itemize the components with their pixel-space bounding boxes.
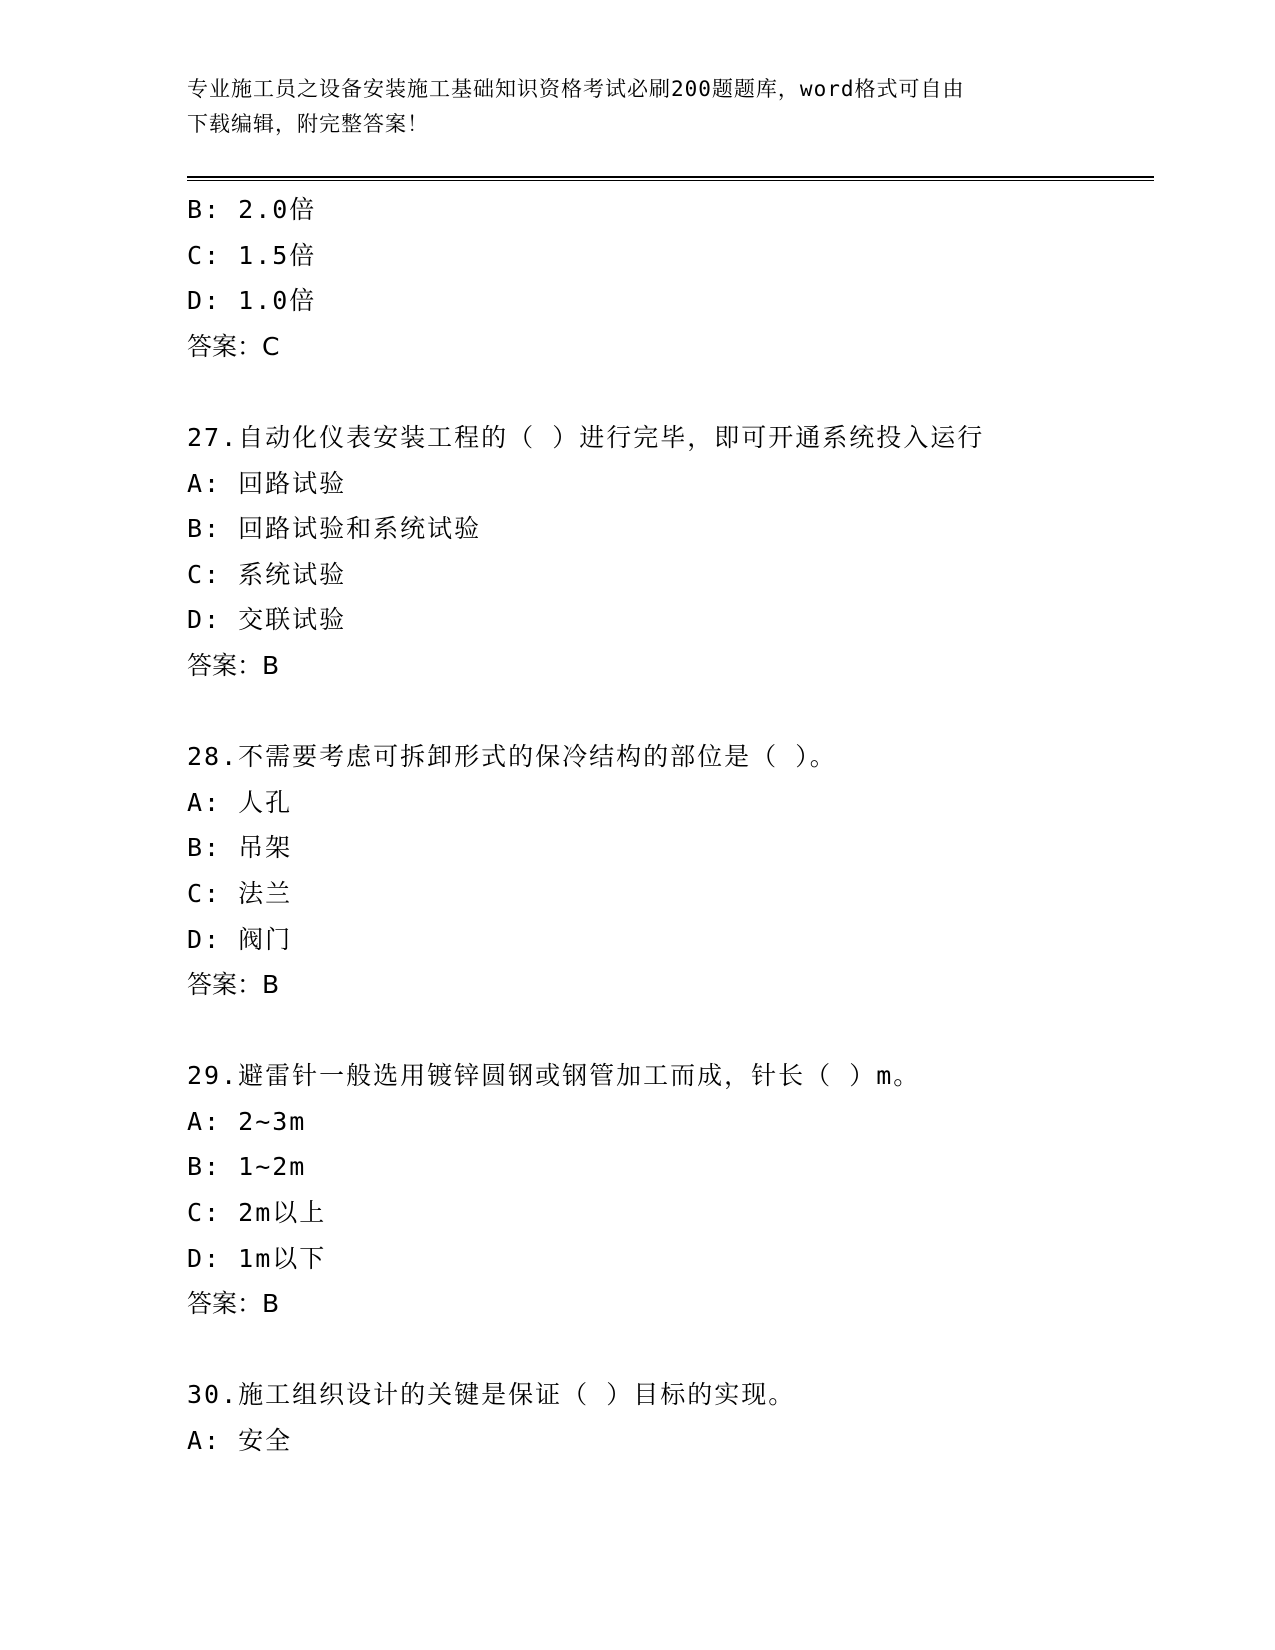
question-26 [187, 187, 1154, 369]
question-text: 30.施工组织设计的关键是保证（ ）目标的实现。 [187, 1380, 796, 1410]
option-d: D: 1.0倍 [187, 286, 317, 316]
option-d: D: 交联试验 [187, 605, 347, 635]
header-title-line-2: 下载编辑，附完整答案！ [187, 112, 429, 136]
question-text: 28.不需要考虑可拆卸形式的保冷结构的部位是（ ）。 [187, 742, 837, 772]
document-header [187, 72, 1067, 142]
answer: 答案：C [187, 331, 280, 361]
option-b: B: 吊架 [187, 833, 293, 863]
option-c: C: 系统试验 [187, 559, 347, 589]
option-c: C: 1.5倍 [187, 240, 317, 270]
answer: 答案：B [187, 970, 280, 1000]
question-text: 27.自动化仪表安装工程的（ ）进行完毕，即可开通系统投入运行 [187, 422, 985, 452]
answer: 答案：B [187, 1289, 280, 1319]
option-a: A: 2~3m [187, 1106, 307, 1136]
header-title-line-1: 专业施工员之设备安装施工基础知识资格考试必刷200题题库，word格式可自由 [187, 77, 965, 101]
question-text: 29.避雷针一般选用镀锌圆钢或钢管加工而成，针长（ ）m。 [187, 1061, 921, 1091]
question-27 [187, 415, 1154, 689]
option-c: C: 2m以上 [187, 1198, 327, 1228]
question-30 [187, 1372, 1154, 1463]
option-c: C: 法兰 [187, 878, 293, 908]
option-b: B: 2.0倍 [187, 195, 317, 224]
spacer [187, 1327, 1154, 1373]
question-28 [187, 734, 1154, 1008]
option-a: A: 人孔 [187, 787, 293, 817]
spacer [187, 1008, 1154, 1054]
answer: 答案：B [187, 650, 280, 680]
question-list [187, 187, 1154, 1464]
spacer [187, 689, 1154, 735]
option-b: B: 1~2m [187, 1152, 307, 1182]
option-d: D: 1m以下 [187, 1243, 327, 1273]
spacer [187, 369, 1154, 415]
header-divider [187, 176, 1154, 181]
option-a: A: 回路试验 [187, 468, 347, 498]
option-d: D: 阀门 [187, 924, 293, 954]
option-a: A: 安全 [187, 1426, 293, 1456]
option-b: B: 回路试验和系统试验 [187, 514, 482, 544]
question-29 [187, 1053, 1154, 1327]
